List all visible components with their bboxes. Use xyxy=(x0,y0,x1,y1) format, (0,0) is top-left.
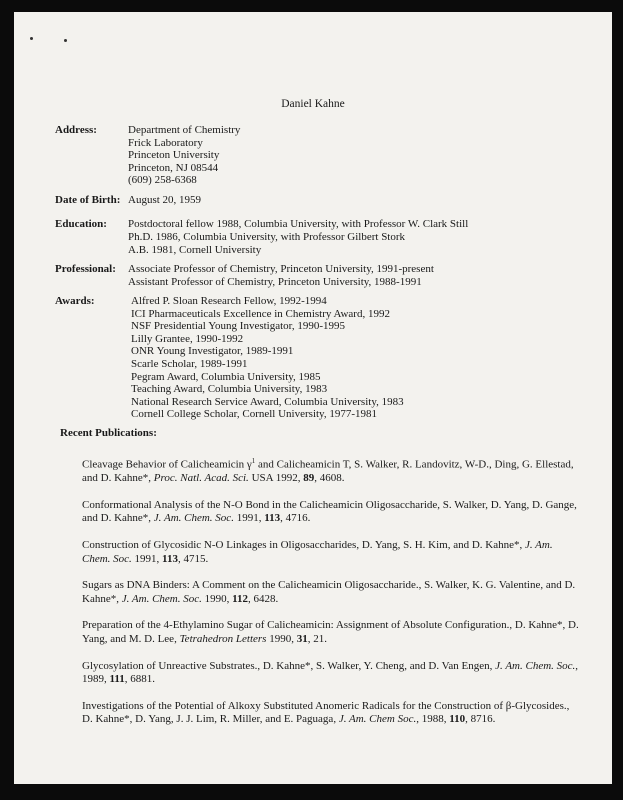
address-block xyxy=(128,124,240,187)
award-line: Pegram Award, Columbia University, 1985 xyxy=(131,370,321,383)
publication-item: Cleavage Behavior of Calicheamicin $\gamma^1$ and Calicheamicin T, S. Walker, R. Landovitz, W-D., Ding, G. Ellestad, and D. Kahne*, Proc. Natl. Acad. Sci. USA 1992, 89, 4608. xyxy=(82,457,574,485)
award-line: NSF Presidential Young Investigator, 1990-1995 xyxy=(131,320,346,333)
award-line: ICI Pharmaceuticals Excellence in Chemistry Award, 1992 xyxy=(131,307,390,320)
education-block xyxy=(128,218,468,257)
address-line: Princeton, NJ 08544 xyxy=(128,161,219,174)
education-line: A.B. 1981, Cornell University xyxy=(128,244,262,256)
page-title: Daniel Kahne xyxy=(281,98,345,110)
award-line: National Research Service Award, Columbia University, 1983 xyxy=(131,395,404,408)
award-line: Cornell College Scholar, Cornell University, 1977-1981 xyxy=(131,408,378,421)
publication-item: Glycosylation of Unreactive Substrates., D. Kahne*, S. Walker, Y. Cheng, and D. Van Engen, J. Am. Chem. Soc., 1989, 111, 6881. xyxy=(82,659,579,686)
publication-item: Conformational Analysis of the N-O Bond in the Calicheamicin Oligosaccharide, S. Walker, D. Yang, D. Gange, and D. Kahne*, J. Am. Chem. Soc. 1991, 113, 4716. xyxy=(82,498,577,525)
publications-label: Recent Publications: xyxy=(60,427,157,439)
address-line: Princeton University xyxy=(128,149,220,162)
publication-list xyxy=(82,455,582,740)
professional-block xyxy=(128,263,434,289)
address-label: Address: xyxy=(55,124,97,136)
publication-item: Construction of Glycosidic N-O Linkages in Oligosaccharides, D. Yang, S. H. Kim, and D. Kahne*, J. Am. Chem. Soc. 1991, 113, 4715. xyxy=(82,539,553,565)
dob-label: Date of Birth: xyxy=(55,194,121,206)
document-page xyxy=(14,12,612,784)
dob-value: August 20, 1959 xyxy=(128,194,202,206)
professional-label: Professional: xyxy=(55,263,116,275)
education-label: Education: xyxy=(55,218,107,230)
professional-line: Associate Professor of Chemistry, Princeton University, 1991-present xyxy=(128,263,434,275)
publication-item: Preparation of the 4-Ethylamino Sugar of Calicheamicin: Assignment of Absolute Configuration., D. Kahne*, D. Yang, and M. D. Lee, Tetrahedron Letters 1990, 31, 21. xyxy=(82,619,579,645)
award-line: Lilly Grantee, 1990-1992 xyxy=(131,332,244,345)
publication-item: Sugars as DNA Binders: A Comment on the Calicheamicin Oligosaccharide., S. Walker, K. G. Valentine, and D. Kahne*, J. Am. Chem. Soc. 1990, 112, 6428. xyxy=(82,579,576,605)
address-line: Department of Chemistry xyxy=(128,124,241,136)
award-line: Scarle Scholar, 1989-1991 xyxy=(131,357,248,370)
publication-item: Investigations of the Potential of Alkoxy Substituted Anomeric Radicals for the Construction of β-Glycosides., D. Kahne*, D. Yang, J. J. Lim, R. Miller, and E. Paguaga, J. Am. Chem Soc., 1988, 110, 8716. xyxy=(82,699,570,726)
awards-block xyxy=(131,295,404,421)
award-line: Alfred P. Sloan Research Fellow, 1992-1994 xyxy=(131,295,327,307)
speck-mark xyxy=(30,37,33,40)
education-line: Postdoctoral fellow 1988, Columbia University, with Professor W. Clark Still xyxy=(128,218,469,230)
award-line: Teaching Award, Columbia University, 1983 xyxy=(131,383,328,396)
address-line: (609) 258-6368 xyxy=(128,174,197,187)
education-line: Ph.D. 1986, Columbia University, with Professor Gilbert Stork xyxy=(128,231,406,243)
awards-label: Awards: xyxy=(55,295,95,307)
speck-mark xyxy=(64,39,67,42)
address-line: Frick Laboratory xyxy=(128,136,203,149)
award-line: ONR Young Investigator, 1989-1991 xyxy=(131,345,294,358)
professional-line: Assistant Professor of Chemistry, Princeton University, 1988-1991 xyxy=(128,276,422,288)
